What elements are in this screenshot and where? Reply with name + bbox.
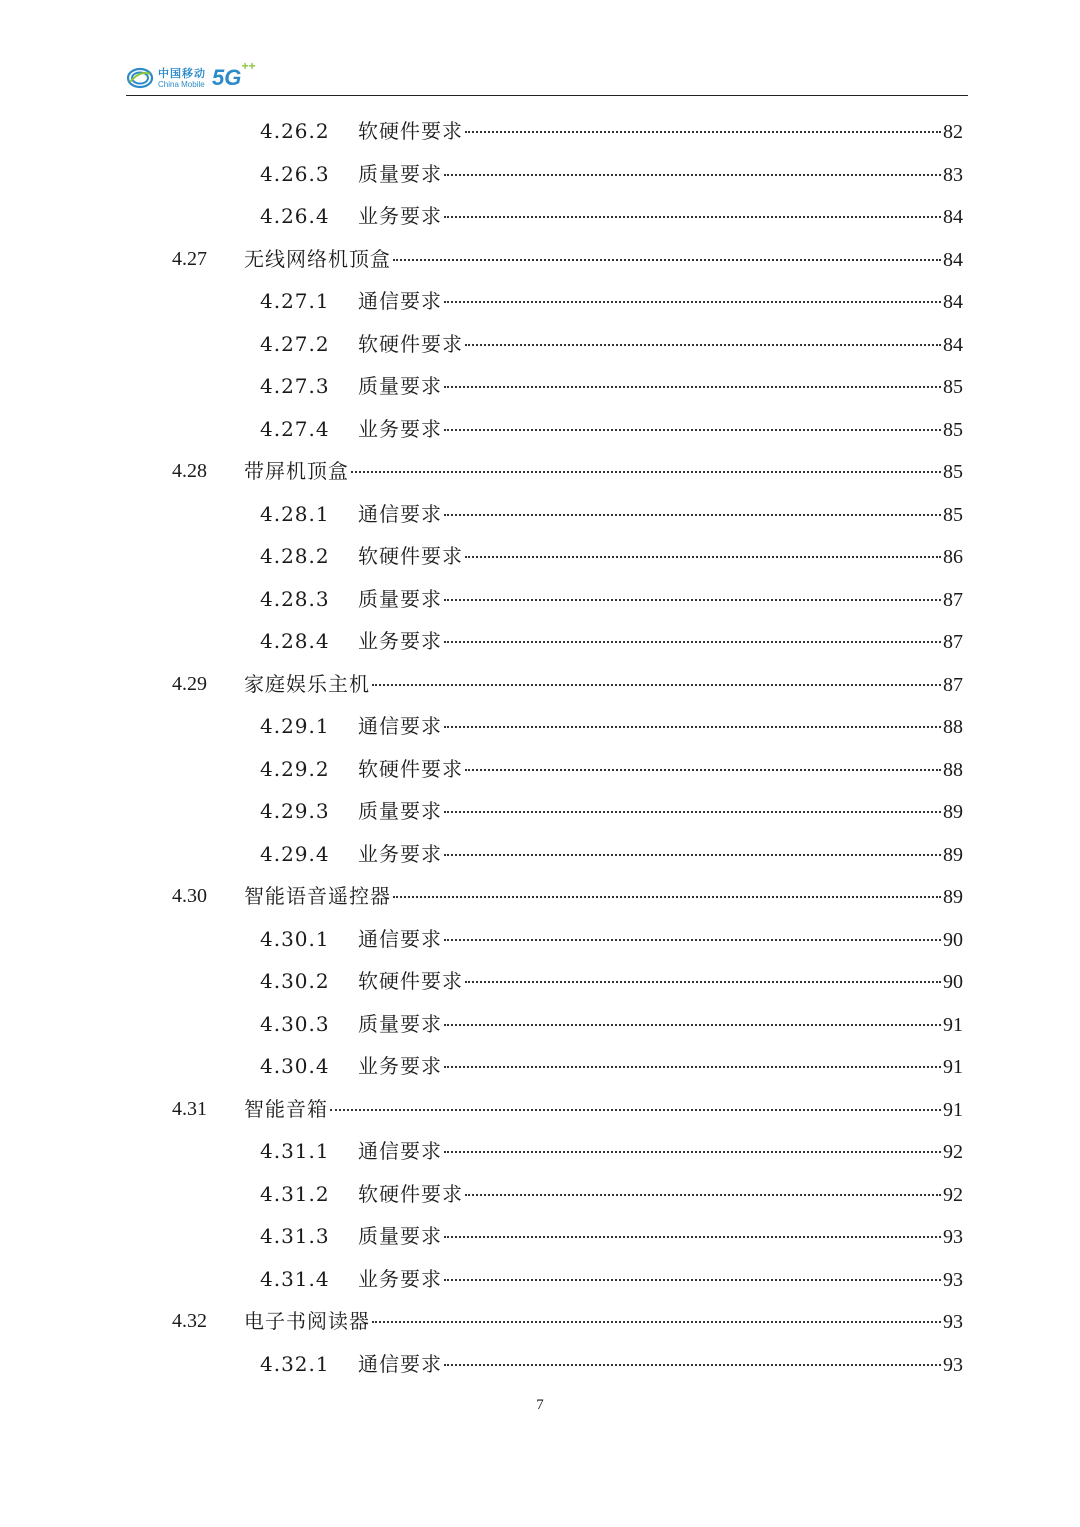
toc-entry-line [358,966,963,997]
toc-entry-title: 业务要求 [358,629,442,653]
toc-entry-title: 软硬件要求 [358,1181,463,1206]
toc-entry-line [244,1306,963,1337]
toc-entry-title: 通信要求 [358,714,442,738]
toc-leader-dots [444,811,941,813]
toc-entry-title: 软硬件要求 [358,331,463,356]
toc-entry-number: 4.31.1 [260,1139,330,1163]
toc-entry-number: 4.27.4 [260,416,330,441]
toc-entry[interactable] [0,669,1080,699]
china-mobile-logo [126,59,256,92]
toc-entry-title: 软硬件要求 [358,119,463,143]
toc-entry-page: 86 [943,546,963,568]
toc-entry-page: 84 [943,206,963,228]
toc-leader-dots [393,259,941,261]
toc-entry-line [358,414,963,445]
toc-entry-line [358,1264,963,1295]
header-rule [126,95,968,96]
toc-entry-title: 质量要求 [358,161,442,186]
toc-entry-number: 4.28 [172,460,207,482]
toc-leader-dots [351,471,941,473]
toc-entry-title: 质量要求 [358,1224,442,1248]
toc-entry[interactable] [0,286,1080,316]
toc-entry-page: 93 [943,1226,963,1248]
toc-entry-page: 90 [943,971,963,993]
toc-entry-page: 93 [943,1353,963,1376]
toc-entry-page: 90 [943,928,963,951]
toc-entry[interactable] [0,754,1080,784]
logo-english-text: China Mobile [158,79,205,89]
toc-entry-title: 通信要求 [358,926,442,951]
toc-entry-line [358,159,963,190]
toc-entry[interactable] [0,1264,1080,1294]
toc-leader-dots [465,981,941,983]
toc-entry[interactable] [0,1051,1080,1081]
toc-leader-dots [444,301,941,303]
toc-entry[interactable] [0,1179,1080,1209]
toc-entry-number: 4.30.2 [260,969,330,993]
toc-entry-line [358,329,963,360]
toc-entry-title: 软硬件要求 [358,756,463,781]
toc-entry-number: 4.26.2 [260,119,330,143]
toc-entry[interactable] [0,371,1080,401]
toc-leader-dots [444,1066,941,1068]
toc-entry-title: 业务要求 [358,416,442,441]
toc-entry-page: 85 [943,503,963,526]
toc-entry-number: 4.30 [172,885,207,907]
toc-entry-line [358,839,963,870]
toc-entry-number: 4.29 [172,672,207,695]
toc-entry-number: 4.29.4 [260,841,330,866]
toc-leader-dots [330,1109,941,1111]
page-header [126,59,968,96]
toc-entry-number: 4.30.4 [260,1054,330,1078]
logo-5g-mark [212,59,256,91]
toc-entry-line [358,1221,963,1252]
toc-leader-dots [465,344,941,346]
toc-leader-dots [444,599,941,601]
toc-entry[interactable] [0,626,1080,656]
toc-entry[interactable] [0,159,1080,189]
toc-entry-title: 家庭娱乐主机 [244,671,370,696]
toc-entry[interactable] [0,584,1080,614]
toc-entry-number: 4.27.2 [260,331,330,356]
toc-entry[interactable] [0,541,1080,571]
toc-entry-page: 83 [943,163,963,186]
toc-entry-page: 88 [943,716,963,738]
toc-entry-page: 89 [943,843,963,866]
toc-entry-title: 通信要求 [358,501,442,526]
logo-5g-text: 5G [212,65,242,90]
toc-entry-line [358,584,963,615]
toc-leader-dots [444,1024,941,1026]
toc-entry-page: 87 [943,631,963,653]
toc-entry-title: 通信要求 [358,289,442,313]
toc-entry[interactable] [0,1094,1080,1124]
toc-entry-number: 4.31.2 [260,1181,330,1206]
logo-plus-text: ++ [241,59,256,73]
toc-entry-page: 89 [943,801,963,823]
toc-entry-title: 无线网络机顶盒 [244,246,391,271]
toc-entry-number: 4.29.1 [260,714,330,738]
toc-entry-title: 质量要求 [358,374,442,398]
toc-entry-line [358,499,963,530]
toc-entry-page: 82 [943,121,963,143]
toc-entry[interactable] [0,1349,1080,1379]
toc-entry[interactable] [0,1009,1080,1039]
toc-entry-line [244,1094,963,1125]
toc-entry-number: 4.26.3 [260,161,330,186]
toc-entry-line [358,286,963,317]
toc-entry-page: 91 [943,1098,963,1121]
toc-entry-page: 87 [943,588,963,611]
toc-leader-dots [444,174,941,176]
toc-entry-title: 质量要求 [358,586,442,611]
toc-entry-page: 85 [943,376,963,398]
toc-entry-number: 4.31.3 [260,1224,330,1248]
toc-leader-dots [444,386,941,388]
toc-entry[interactable] [0,201,1080,231]
toc-entry-title: 软硬件要求 [358,969,463,993]
toc-entry-line [358,1136,963,1167]
toc-leader-dots [444,854,941,856]
toc-entry-number: 4.28.3 [260,586,330,611]
toc-entry-page: 93 [943,1311,963,1333]
toc-entry-number: 4.28.4 [260,629,330,653]
toc-entry[interactable] [0,796,1080,826]
toc-entry-title: 业务要求 [358,841,442,866]
toc-entry[interactable] [0,116,1080,146]
toc-entry-number: 4.32.1 [260,1351,330,1376]
toc-entry-line [358,754,963,785]
logo-chinese-text: 中国移动 [158,66,206,80]
toc-entry-page: 91 [943,1013,963,1036]
toc-leader-dots [444,429,941,431]
toc-entry-title: 带屏机顶盒 [244,459,349,483]
toc-entry[interactable] [0,966,1080,996]
toc-entry[interactable] [0,924,1080,954]
toc-entry[interactable] [0,1221,1080,1251]
toc-entry-line [358,1349,963,1380]
toc-entry-number: 4.32 [172,1310,207,1332]
toc-entry-title: 质量要求 [358,799,442,823]
toc-entry[interactable] [0,414,1080,444]
toc-entry[interactable] [0,839,1080,869]
toc-entry[interactable] [0,499,1080,529]
toc-leader-dots [465,556,941,558]
toc-entry-number: 4.29.2 [260,756,330,781]
toc-leader-dots [444,1279,941,1281]
toc-entry-number: 4.27.3 [260,374,330,398]
toc-entry-number: 4.31 [172,1097,207,1120]
toc-entry[interactable] [0,456,1080,486]
toc-entry-line [244,669,963,700]
toc-entry-title: 智能音箱 [244,1096,328,1121]
toc-entry-number: 4.26.4 [260,204,330,228]
toc-entry-line [358,541,963,572]
china-mobile-swirl-icon [126,64,154,92]
toc-entry[interactable] [0,881,1080,911]
toc-entry-title: 业务要求 [358,1266,442,1291]
toc-entry[interactable] [0,1136,1080,1166]
toc-entry-page: 91 [943,1056,963,1078]
toc-leader-dots [465,1194,941,1196]
toc-entry[interactable] [0,711,1080,741]
toc-entry-title: 软硬件要求 [358,544,463,568]
toc-entry-line [358,711,963,742]
toc-entry-line [244,244,963,275]
toc-entry-title: 通信要求 [358,1351,442,1376]
toc-leader-dots [444,1151,941,1153]
toc-entry-number: 4.30.1 [260,926,330,951]
toc-entry-line [358,371,963,402]
toc-entry-number: 4.30.3 [260,1011,330,1036]
toc-entry-title: 业务要求 [358,204,442,228]
toc-entry-line [244,881,963,912]
toc-entry-page: 92 [943,1141,963,1163]
toc-entry-title: 质量要求 [358,1011,442,1036]
toc-leader-dots [393,896,941,898]
toc-entry-line [358,1051,963,1082]
toc-entry-page: 87 [943,673,963,696]
toc-leader-dots [465,131,941,133]
toc-entry[interactable] [0,244,1080,274]
toc-entry-page: 84 [943,248,963,271]
toc-entry-number: 4.27.1 [260,289,330,313]
toc-entry-page: 88 [943,758,963,781]
toc-entry-page: 89 [943,886,963,908]
page-number: 7 [536,1397,544,1413]
toc-entry-number: 4.28.2 [260,544,330,568]
toc-entry-line [244,456,963,487]
toc-entry[interactable] [0,329,1080,359]
toc-entry-page: 93 [943,1268,963,1291]
toc-entry-page: 84 [943,333,963,356]
toc-entry-line [358,201,963,232]
toc-leader-dots [444,514,941,516]
toc-entry-line [358,924,963,955]
toc-entry-line [358,1179,963,1210]
toc-entry-page: 84 [943,291,963,313]
toc-entry-number: 4.27 [172,247,207,270]
toc-entry-title: 智能语音遥控器 [244,884,391,908]
toc-entry-line [358,796,963,827]
toc-entry-line [358,626,963,657]
toc-entry[interactable] [0,1306,1080,1336]
toc-entry-number: 4.29.3 [260,799,330,823]
toc-entry-page: 85 [943,461,963,483]
toc-leader-dots [444,216,941,218]
toc-entry-line [358,116,963,147]
toc-leader-dots [465,769,941,771]
toc-leader-dots [444,1236,941,1238]
toc-entry-page: 92 [943,1183,963,1206]
toc-leader-dots [372,1321,941,1323]
toc-entry-title: 业务要求 [358,1054,442,1078]
toc-leader-dots [372,684,941,686]
toc-leader-dots [444,1364,941,1366]
toc-entry-number: 4.28.1 [260,501,330,526]
toc-leader-dots [444,641,941,643]
toc-entry-line [358,1009,963,1040]
toc-entry-title: 通信要求 [358,1139,442,1163]
toc-entry-page: 85 [943,418,963,441]
toc-leader-dots [444,726,941,728]
toc-entry-number: 4.31.4 [260,1266,330,1291]
toc-leader-dots [444,939,941,941]
toc-entry-title: 电子书阅读器 [244,1309,370,1333]
